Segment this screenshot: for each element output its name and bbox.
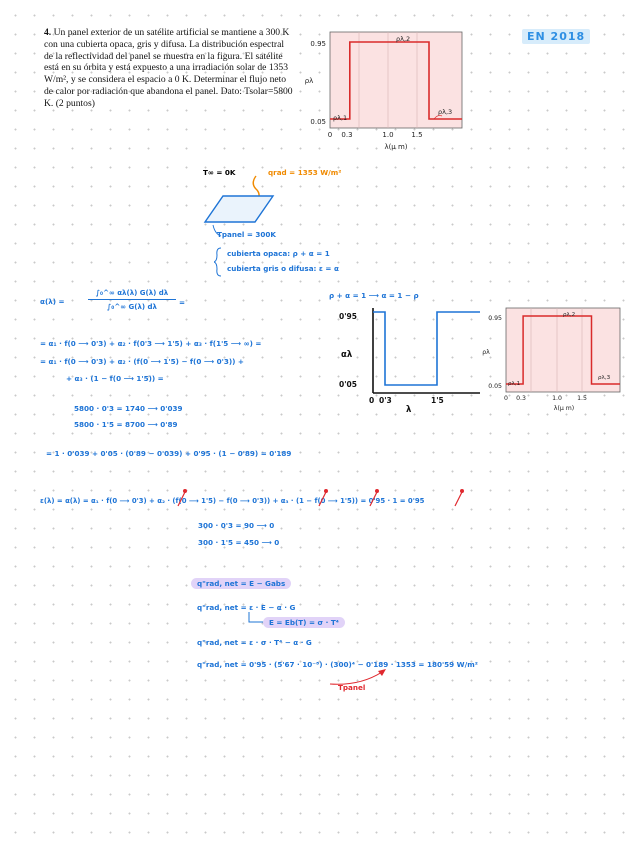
y-tick-005: 0.05 (488, 383, 502, 390)
alpha-calc-2: 5800 · 1'5 = 8700 ⟶ 0'89 (74, 420, 178, 429)
alpha-line-1: = α₁ · f(0 ⟶ 0'3) + α₂ · f(0'3 ⟶ 1'5) + α₃ · f(1'5 ⟶ ∞) = (40, 339, 262, 348)
epsilon-calc-2: 300 · 1'5 = 450 ⟶ 0 (198, 538, 280, 547)
x-axis-label: λ(μ m) (553, 405, 575, 412)
hand-y-bottom: 0'05 (339, 380, 357, 389)
tpanel-note: Tpanel (338, 683, 366, 692)
exam-tag: EN 2018 (522, 29, 590, 44)
x-tick-0: 0 (504, 395, 508, 402)
t-space-label: T∞ = 0K (203, 168, 236, 177)
hand-x-15: 1'5 (431, 396, 444, 405)
y-tick-005: 0.05 (310, 118, 326, 126)
label-rho2: ρλ,2 (563, 312, 576, 318)
problem-text: Un panel exterior de un satélite artificial se mantiene a 300 K con una cubierta opaca, gris y difusa. La distribución espectral de la reflectividad del panel se muestra en la figura. El satélite está en su órbita y está expuesto a una irradiación solar de 1353 W/m², y se considera el espacio a 0 K. Determinar el flujo neto de calor por radiación que abandona el panel. Dato: Tsolar=5800 K. (2 puntos) (44, 27, 293, 109)
x-tick-10: 1.0 (552, 395, 562, 402)
y-tick-095: 0.95 (488, 315, 502, 322)
alpha-calc-1: 5800 · 0'3 = 1740 ⟶ 0'039 (74, 404, 183, 413)
brace (214, 247, 222, 277)
net-flux-result: q"rad, net = 0'95 · (5'67 · 10⁻⁸) · (300)⁴ − 0'189 · 1353 = 180'59 W/m² (197, 660, 478, 669)
epsilon-line: ε(λ) = α(λ) = α₁ · f(0 ⟶ 0'3) + α₂ · (f(0 ⟶ 1'5) − f(0 ⟶ 0'3)) + α₃ · (1 − f(0 ⟶ 1'5)) = 0'95 · 1 = 0'95 (40, 497, 425, 505)
q-rad-label: qrad = 1353 W/m² (268, 168, 342, 177)
problem-number: 4. (44, 27, 52, 38)
alpha-line-2: = α₁ · f(0 ⟶ 0'3) + α₂ · (f(0 ⟶ 1'5) − f(0 ⟶ 0'3)) + (40, 357, 244, 366)
net-flux-eq-1: q"rad, net = ε · E − α · G (197, 603, 296, 612)
label-rho3: ρλ,3 (438, 108, 453, 116)
x-tick-15: 1.5 (411, 131, 423, 139)
problem-statement (44, 27, 294, 110)
rho-alpha-relation: ρ + α = 1 ⟶ α = 1 − ρ (329, 291, 419, 300)
absorptivity-sketch (335, 305, 485, 415)
reflectivity-figure-top (300, 28, 470, 153)
hand-x-0: 0 (369, 396, 375, 405)
label-rho1: ρλ,1 (333, 114, 348, 122)
t-panel-label: Tpanel = 300K (217, 230, 276, 239)
emissive-power-box: E = Eb(T) = σ · T⁴ (263, 617, 345, 628)
alpha-line-3: + α₃ · (1 − f(0 ⟶ 1'5)) = (66, 374, 164, 383)
y-axis-label: ρλ (304, 77, 314, 85)
x-tick-03: 0.3 (516, 395, 526, 402)
x-axis-label: λ(μ m) (384, 143, 408, 151)
y-tick-095: 0.95 (310, 40, 326, 48)
x-tick-15: 1.5 (577, 395, 587, 402)
gray-diffuse-relation: cubierta gris o difusa: ε = α (227, 264, 339, 273)
net-flux-def: q"rad, net = E − Gabs (191, 578, 291, 589)
alpha-denominator: ∫₀^∞ G(λ) dλ (107, 303, 157, 311)
epsilon-calc-1: 300 · 0'3 = 90 ⟶ 0 (198, 521, 275, 530)
hand-y-top: 0'95 (339, 312, 357, 321)
hand-x-03: 0'3 (379, 396, 392, 405)
panel-shape (205, 196, 273, 222)
label-rho2: ρλ,2 (396, 35, 411, 43)
x-tick-03: 0.3 (341, 131, 353, 139)
x-tick-10: 1.0 (382, 131, 394, 139)
label-rho1: ρλ,1 (508, 381, 521, 387)
absorptivity-curve (373, 312, 480, 385)
cancel-marks (170, 484, 520, 512)
hand-y-label: αλ (341, 350, 353, 360)
reflectivity-figure-mid (480, 304, 628, 420)
alpha-numerator: ∫₀^∞ αλ(λ) G(λ) dλ (88, 289, 176, 300)
alpha-lhs: α(λ) = (40, 297, 65, 306)
net-flux-eq-2: q"rad, net = ε · σ · T⁴ − α · G (197, 638, 312, 647)
label-rho3: ρλ,3 (598, 375, 611, 381)
y-axis-label: ρλ (482, 349, 490, 356)
alpha-result: = 1 · 0'039 + 0'05 · (0'89 − 0'039) + 0'95 · (1 − 0'89) = 0'189 (46, 449, 292, 458)
alpha-fraction (88, 289, 176, 311)
opaque-relation: cubierta opaca: ρ + α = 1 (227, 249, 330, 258)
hand-x-label: λ (406, 405, 412, 415)
x-tick-0: 0 (327, 131, 333, 139)
